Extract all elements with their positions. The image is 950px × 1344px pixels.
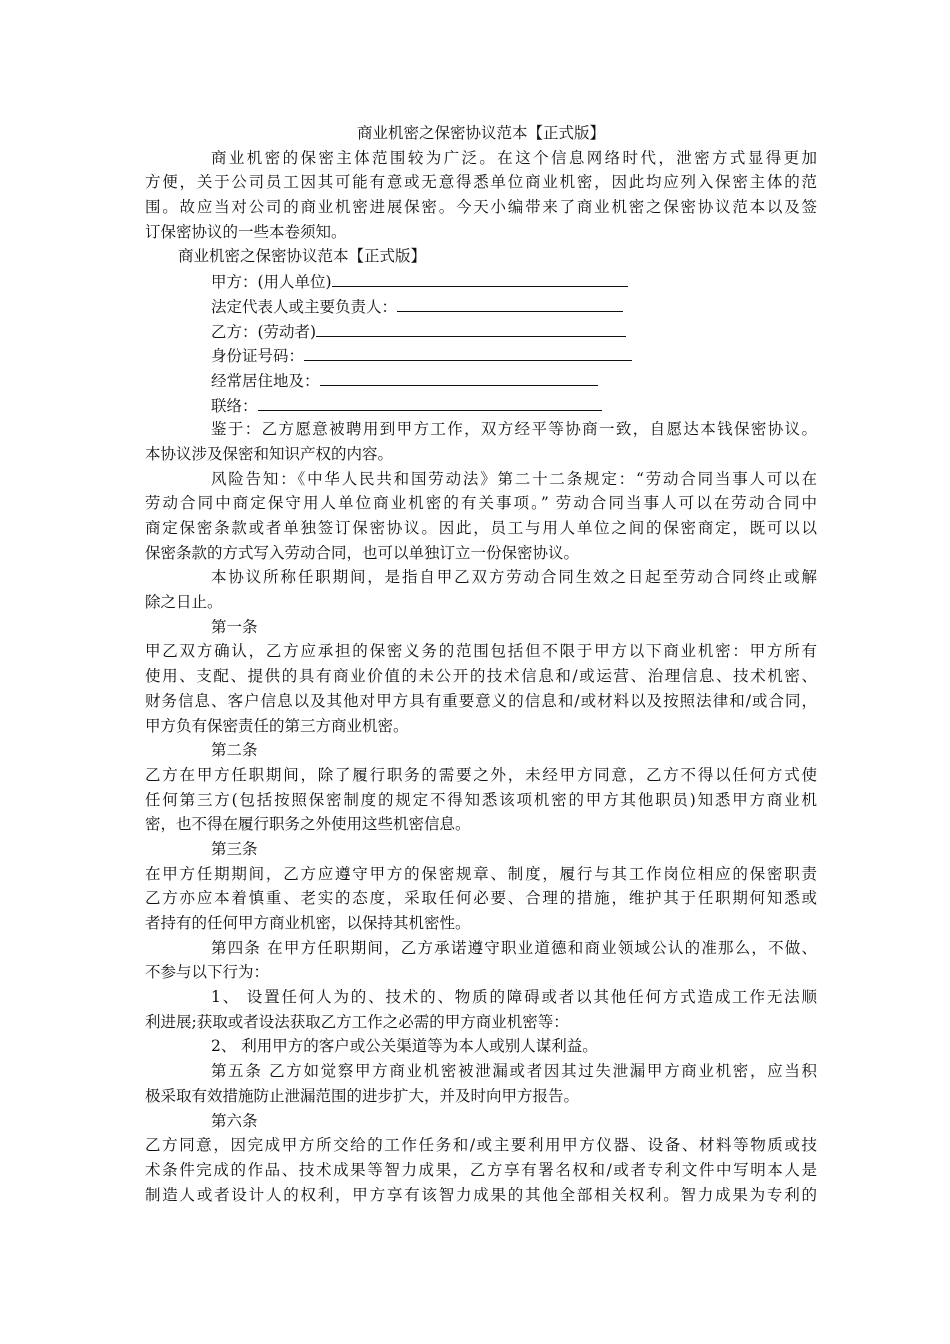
- whereas-line: 本协议涉及保密和知识产权的内容。: [145, 444, 394, 463]
- article-2-line: 密，也不得在履行职务之外使用这些机密信息。: [145, 815, 471, 834]
- address-field: [145, 368, 817, 393]
- article-1-heading: 第一条: [211, 617, 258, 636]
- risk-line: 风险告知：《中华人民共和国劳动法》第二十二条规定：“劳动合同当事人可以在: [211, 469, 817, 488]
- intro-line: 商业机密的保密主体范围较为广泛。在这个信息网络时代，泄密方式显得更加: [211, 148, 817, 167]
- intro-line: 围。故应当对公司的商业机密进展保密。今天小编带来了商业机密之保密协议范本以及签: [145, 198, 817, 217]
- document-page: [145, 121, 817, 1207]
- section-subtitle: 商业机密之保密协议范本【正式版】: [178, 247, 427, 266]
- intro-line: 方便，关于公司员工因其可能有意或无意得悉单位商业机密，因此均应列入保密主体的范: [145, 173, 817, 192]
- article-5-line: 极采取有效措施防止泄漏范围的进步扩大，并及时向甲方报告。: [145, 1086, 580, 1105]
- legal-rep-blank: [397, 294, 623, 312]
- intro-line: 订保密协议的一些本卷须知。: [145, 222, 347, 241]
- article-4-line: 不参与以下行为：: [145, 963, 270, 982]
- party-a-field: [145, 269, 817, 294]
- article-2-line: 任何第三方(包括按照保密制度的规定不得知悉该项机密的甲方其他职员)知悉甲方商业机: [145, 790, 817, 809]
- contact-label: 联络：: [211, 396, 258, 415]
- legal-rep-label: 法定代表人或主要负责人：: [211, 297, 398, 316]
- id-number-field: [145, 343, 817, 368]
- article-3-line: 乙方亦应本着慎重、老实的态度，采取任何必要、合理的措施，维护其于任职期何知悉或: [145, 889, 817, 908]
- address-label: 经常居住地及：: [211, 371, 320, 390]
- article-4-item-1-line: 1、 设置任何人为的、技术的、物质的障碍或者以其他任何方式造成工作无法顺: [211, 988, 817, 1007]
- risk-line: 保密条款的方式写入劳动合同，也可以单独订立一份保密协议。: [145, 543, 580, 562]
- article-4-line: 第四条 在甲方任职期间，乙方承诺遵守职业道德和商业领域公认的准那么，不做、: [211, 938, 817, 957]
- article-6-heading: 第六条: [211, 1111, 258, 1130]
- article-1-line: 甲乙双方确认，乙方应承担的保密义务的范围包括但不限于甲方以下商业机密：甲方所有: [145, 642, 817, 661]
- term-line: 除之日止。: [145, 593, 223, 612]
- risk-line: 劳动合同中商定保守用人单位商业机密的有关事项。” 劳动合同当事人可以在劳动合同中: [145, 494, 817, 513]
- party-a-label: 甲方：(用人单位): [211, 273, 332, 292]
- party-a-blank: [332, 269, 628, 287]
- article-3-heading: 第三条: [211, 839, 258, 858]
- contact-blank: [258, 393, 602, 411]
- party-b-label: 乙方：(劳动者): [211, 322, 317, 341]
- party-b-field: [145, 319, 817, 344]
- article-4-item-2: 2、 利用甲方的客户或公关渠道等为本人或别人谋利益。: [211, 1037, 598, 1056]
- whereas-line: 鉴于：乙方愿意被聘用到甲方工作，双方经平等协商一致，自愿达本钱保密协议。: [211, 420, 817, 439]
- article-2-heading: 第二条: [211, 741, 258, 760]
- article-6-line: 术条件完成的作品、技术成果等智力成果，乙方享有署名权和/或者专利文件中写明本人是: [145, 1160, 817, 1179]
- article-5-line: 第五条 乙方如觉察甲方商业机密被泄漏或者因其过失泄漏甲方商业机密，应当积: [211, 1062, 817, 1081]
- article-1-line: 甲方负有保密责任的第三方商业机密。: [145, 716, 409, 735]
- contact-field: [145, 393, 817, 418]
- party-b-blank: [316, 319, 626, 337]
- article-4-item-1-line: 利进展;获取或者设法获取乙方工作之必需的甲方商业机密等：: [145, 1012, 569, 1031]
- article-6-line: 制造人或者设计人的权利，甲方享有该智力成果的其他全部相关权利。智力成果为专利的: [145, 1185, 817, 1204]
- article-1-line: 财务信息、客户信息以及其他对甲方具有重要意义的信息和/或材料以及按照法律和/或合同，: [145, 691, 817, 710]
- document-title: 商业机密之保密协议范本【正式版】: [356, 124, 605, 142]
- risk-line: 商定保密条款或者单独签订保密协议。因此，员工与用人单位之间的保密商定，既可以以: [145, 519, 817, 537]
- id-number-label: 身份证号码：: [211, 347, 305, 366]
- article-2-line: 乙方在甲方任职期间，除了履行职务的需要之外，未经甲方同意，乙方不得以任何方式使: [145, 765, 817, 784]
- article-3-line: 在甲方任期期间，乙方应遵守甲方的保密规章、制度，履行与其工作岗位相应的保密职责: [145, 864, 817, 883]
- address-blank: [320, 368, 598, 386]
- article-6-line: 乙方同意，因完成甲方所交给的工作任务和/或主要利用甲方仪器、设备、材料等物质或技: [145, 1136, 817, 1155]
- article-1-line: 使用、支配、提供的具有商业价值的未公开的技术信息和/或运营、治理信息、技术机密、: [145, 667, 817, 686]
- id-number-blank: [304, 343, 632, 361]
- article-3-line: 者持有的任何甲方商业机密，以保持其机密性。: [145, 914, 471, 932]
- legal-rep-field: [145, 294, 817, 319]
- term-line: 本协议所称任职期间，是指自甲乙双方劳动合同生效之日起至劳动合同终止或解: [211, 568, 817, 587]
